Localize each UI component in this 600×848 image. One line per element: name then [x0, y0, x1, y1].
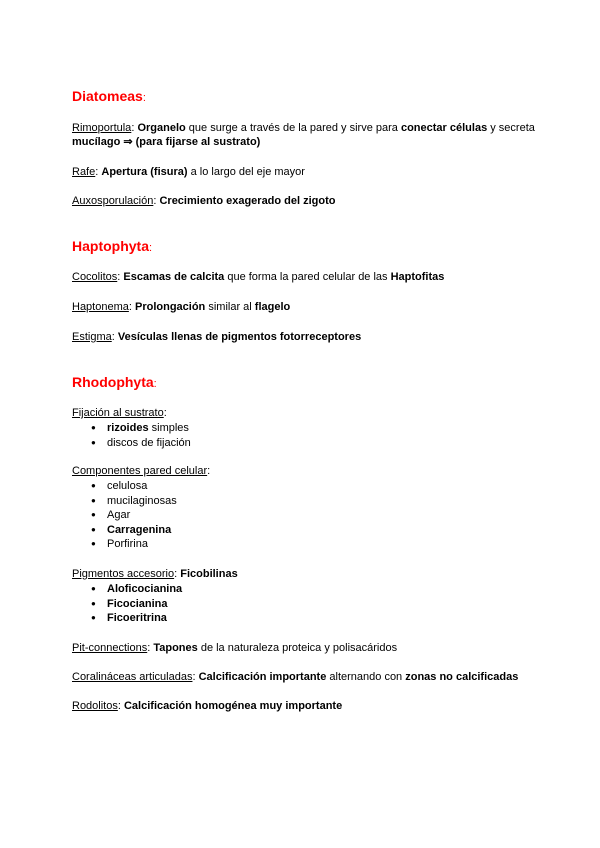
bold-text: Ficobilinas — [180, 568, 238, 580]
bold-text: Calcificación homogénea muy importante — [123, 700, 343, 712]
bold-text: Organelo — [137, 122, 186, 134]
term-estigma: Estigma — [72, 331, 112, 343]
term-pigmentos: Pigmentos accesorio — [72, 568, 175, 580]
definition-auxosporulacion: Auxosporulación: Crecimiento exagerado del zigoto — [72, 195, 336, 207]
bold-text: Tapones — [153, 642, 198, 654]
bold-text: Ficoeritrina — [107, 612, 167, 625]
section-pigmentos: Pigmentos accesorio: Ficobilinas ● Aloficocianina ● Ficocianina ● Ficoeritrina — [72, 567, 542, 626]
bold-text: conectar células — [400, 122, 488, 134]
heading-rhodophyta — [72, 373, 157, 393]
list-pigmentos — [72, 582, 542, 626]
list-item — [72, 582, 542, 597]
section-componentes: Componentes pared celular: ● celulosa ● mucilaginosas ● Agar ● Carragenina ● Porfirina — [72, 464, 542, 552]
text: alternando con — [326, 671, 406, 683]
heading-text: Rhodophyta — [72, 374, 154, 390]
definition-rimoportula: Rimoportula: Organelo que surge a través de la pared y sirve para conectar células y secreta mucílago ⇒ (para fijarse al sustrato) — [72, 122, 535, 148]
list-item — [72, 611, 542, 626]
term-auxosporulacion: Auxosporulación — [72, 195, 154, 207]
term-pit-connections: Pit-connections — [72, 642, 148, 654]
heading-colon: : — [142, 92, 146, 104]
bold-text: Aloficocianina — [107, 583, 183, 595]
term-componentes: Componentes pared celular — [72, 465, 208, 477]
bold-text: Calcificación importante — [198, 671, 327, 683]
bold-text: mucílago ⇒ (para fijarse al sustrato) — [72, 136, 261, 148]
list-item: ● Agar — [72, 508, 542, 523]
heading-text: Diatomeas — [72, 88, 143, 104]
bold-text: Vesículas llenas de pigmentos fotorreceptores — [117, 331, 362, 343]
definition-coralinaceas: Coralináceas articuladas: Calcificación importante alternando con zonas no calcificadas — [72, 671, 519, 683]
term-haptonema: Haptonema — [72, 301, 129, 313]
term-coralinaceas: Coralináceas articuladas — [72, 671, 193, 683]
definition-pit-connections: Pit-connections: Tapones de la naturaleza proteica y polisacáridos — [72, 642, 398, 654]
text: discos de fijación — [107, 436, 191, 449]
text: y secreta — [487, 122, 535, 134]
list-item — [72, 597, 542, 612]
term-rafe: Rafe — [72, 166, 96, 178]
list-item — [72, 436, 542, 451]
list-item: ● Porfirina — [72, 537, 542, 552]
text: simples — [148, 422, 189, 434]
definition-rodolitos: Rodolitos: Calcificación homogénea muy importante — [72, 700, 343, 712]
term-fijacion: Fijación al sustrato — [72, 407, 164, 419]
bold-text: Carragenina — [107, 523, 172, 536]
definition-rafe: Rafe: Apertura (fisura) a lo largo del eje mayor — [72, 166, 305, 178]
term-cocolitos: Cocolitos — [72, 271, 118, 283]
text: de la naturaleza proteica y polisacáridos — [197, 642, 398, 654]
list-fijacion — [72, 421, 542, 450]
heading-diatomeas — [72, 87, 146, 107]
list-componentes — [72, 479, 542, 552]
heading-colon: : — [149, 242, 153, 254]
list-item — [72, 523, 542, 538]
text: a lo largo del eje mayor — [187, 166, 305, 178]
bold-text: Apertura (fisura) — [101, 166, 188, 178]
definition-haptonema: Haptonema: Prolongación similar al flagelo — [72, 301, 291, 313]
bold-text: flagelo — [254, 301, 291, 313]
text: similar al — [205, 301, 255, 313]
definition-cocolitos: Cocolitos: Escamas de calcita que forma la pared celular de las Haptofitas — [72, 271, 445, 283]
bold-text: Escamas de calcita — [123, 271, 225, 283]
bold-text: Prolongación — [135, 301, 206, 313]
list-item: ● celulosa — [72, 479, 542, 494]
heading-haptophyta — [72, 237, 152, 257]
section-fijacion: Fijación al sustrato: ● rizoides simples ● discos de fijación — [72, 406, 542, 450]
term-rimoportula: Rimoportula — [72, 122, 132, 134]
bold-text: rizoides — [107, 422, 149, 434]
text: que forma la pared celular de las — [224, 271, 391, 283]
bold-text: zonas no calcificadas — [405, 671, 519, 683]
list-item — [72, 421, 542, 436]
heading-text: Haptophyta — [72, 238, 149, 254]
definition-estigma: Estigma: Vesículas llenas de pigmentos fotorreceptores — [72, 331, 362, 343]
bold-text: Haptofitas — [390, 271, 445, 283]
term-rodolitos: Rodolitos — [72, 700, 118, 712]
text: que surge a través de la pared y sirve para — [185, 122, 401, 134]
bold-text: Crecimiento exagerado del zigoto — [159, 195, 336, 207]
heading-colon: : — [153, 378, 157, 390]
bold-text: Ficocianina — [107, 597, 168, 610]
list-item: ● mucilaginosas — [72, 494, 542, 509]
